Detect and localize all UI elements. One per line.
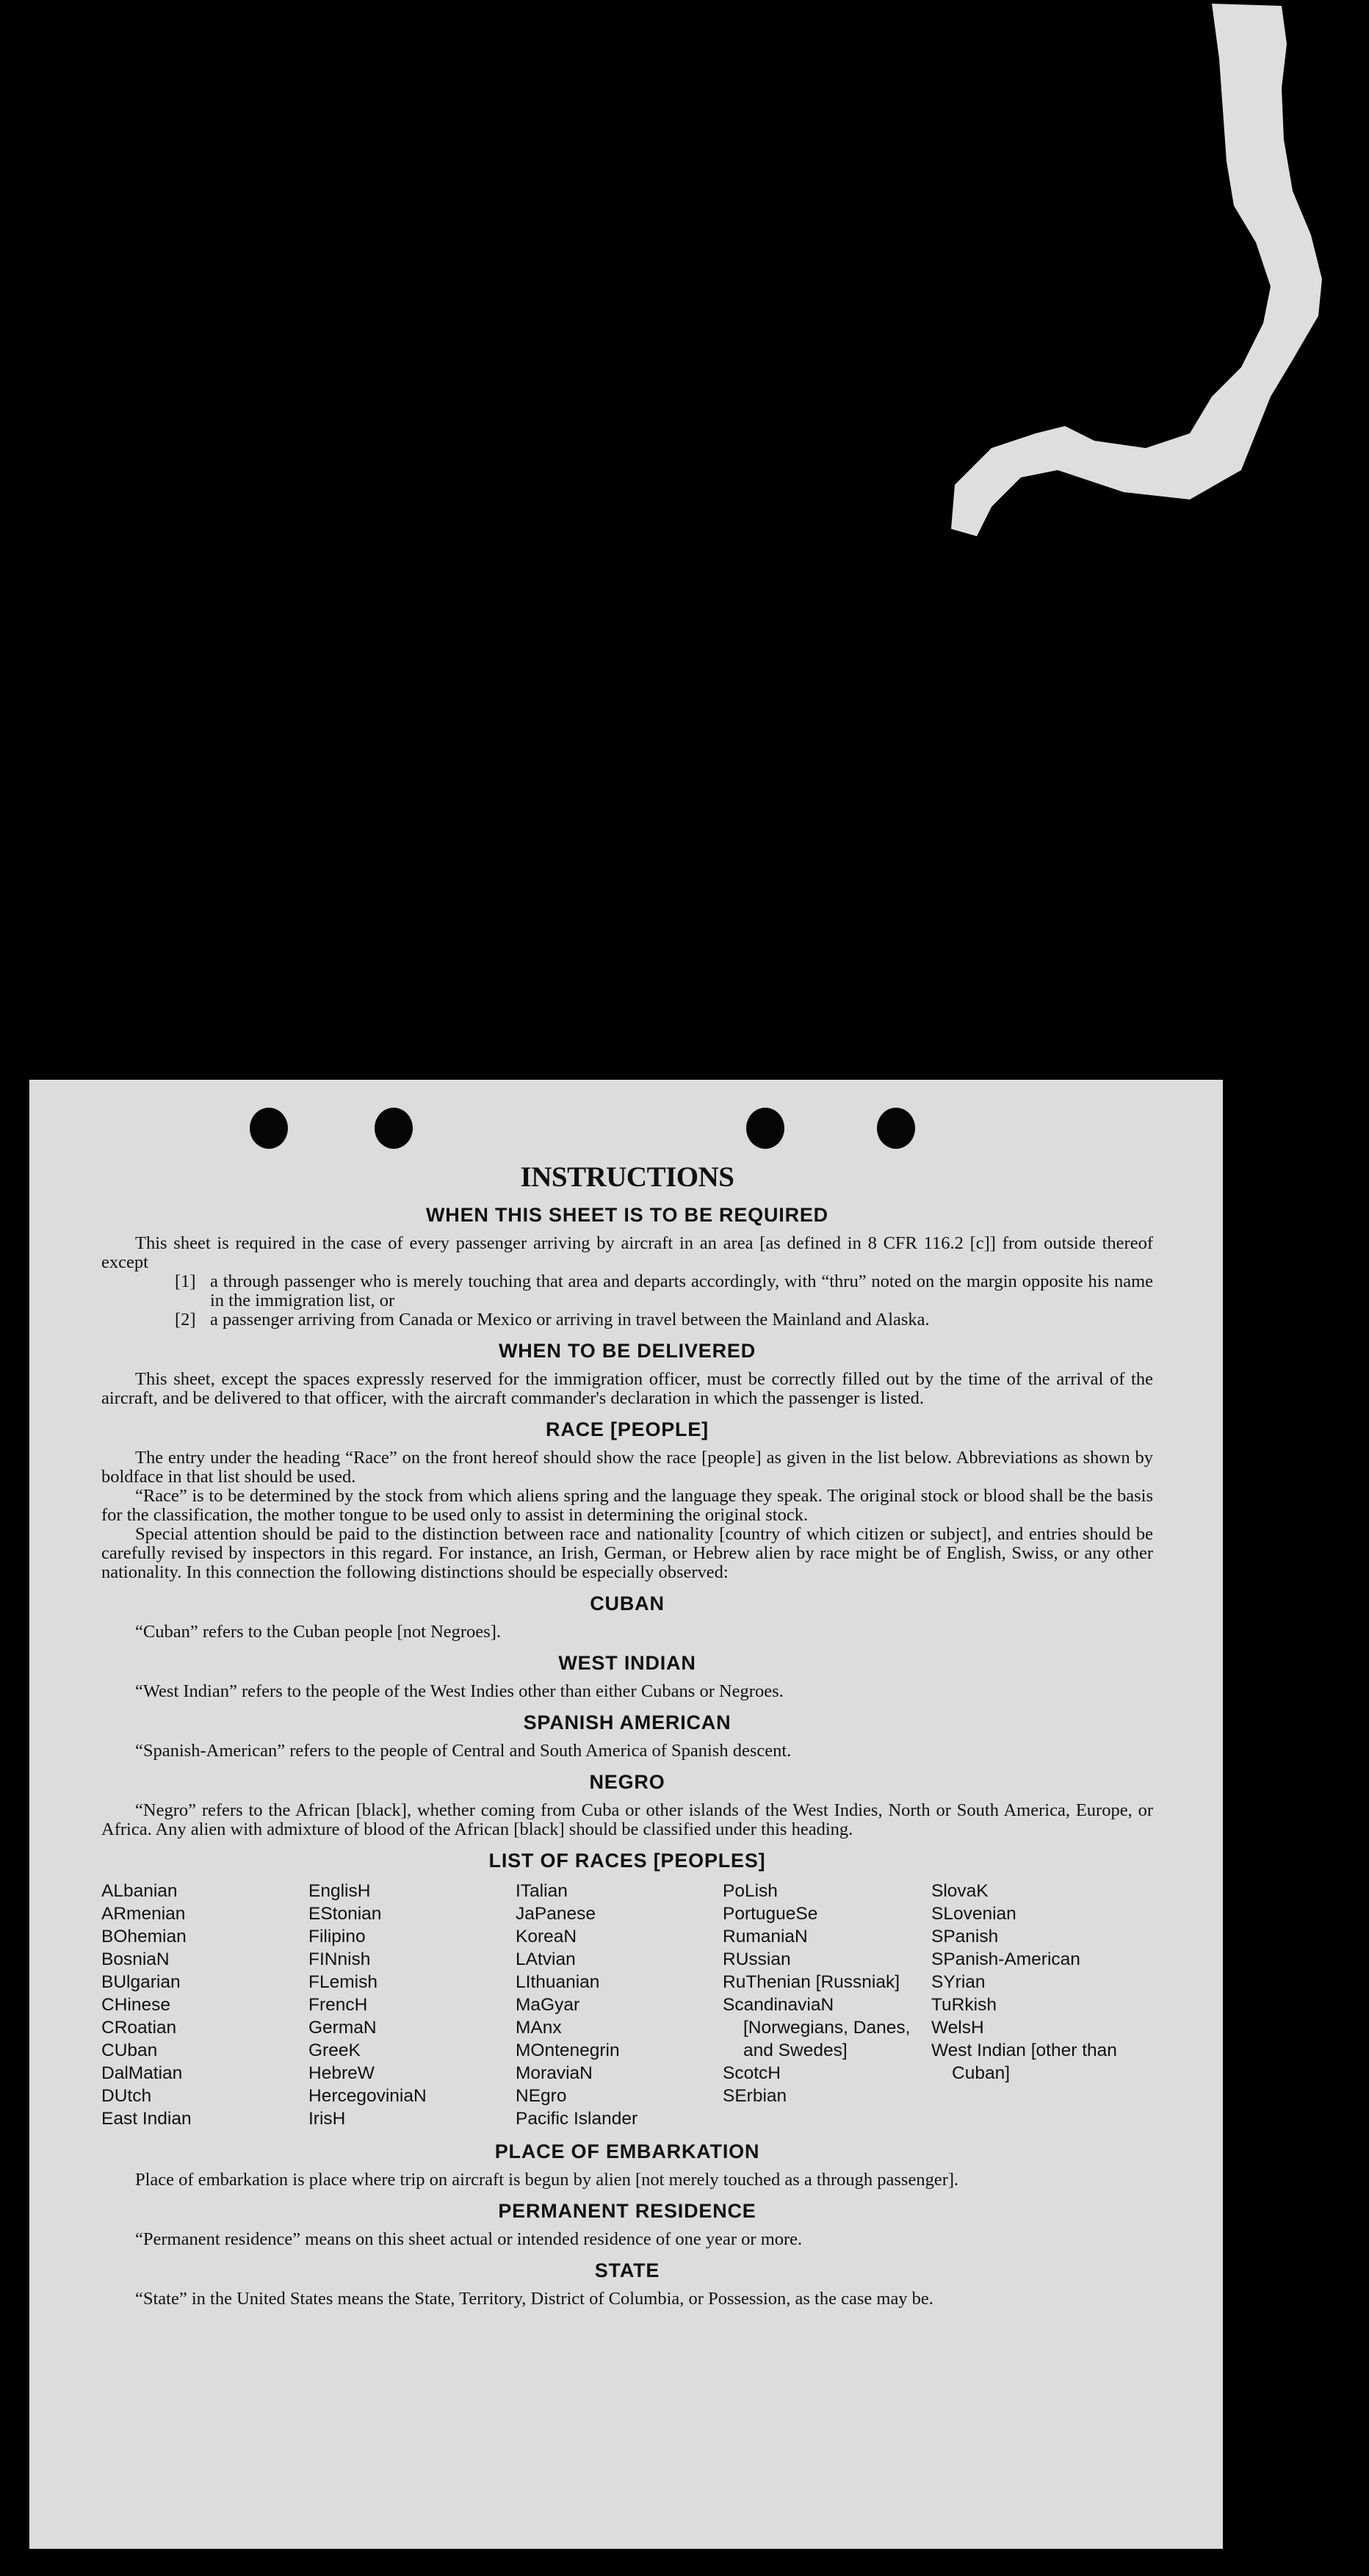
race-item: SLovenian [931, 1904, 1016, 1924]
race-item: MoraviaN [516, 2063, 593, 2083]
race-item: CRoatian [101, 2018, 177, 2038]
race-item: HebreW [308, 2063, 375, 2083]
condition-item [175, 1272, 1153, 1310]
section-heading: PERMANENT RESIDENCE [498, 2200, 756, 2222]
condition-text: a through passenger who is merely touching that area and departs accordingly, with “thru” noted on the margin opposite his name in the immigration list, or [210, 1271, 1153, 1310]
paragraph: “Permanent residence” means on this sheet actual or intended residence of one year or more. [135, 2229, 803, 2249]
race-item: DUtch [101, 2086, 152, 2106]
race-item: KoreaN [516, 1927, 577, 1947]
paragraph: “State” in the United States means the State, Territory, District of Columbia, or Possession, as the case may be. [135, 2289, 933, 2309]
paragraph: “Cuban” refers to the Cuban people [not Negroes]. [135, 1622, 501, 1642]
race-column [516, 1880, 723, 2130]
race-item: ARmenian [101, 1904, 186, 1924]
race-column [931, 1880, 1153, 2130]
paragraph: This sheet, except the spaces expressly reserved for the immigration officer, must be correctly filled out by the time of the arrival of the aircraft, and be delivered to that officer, with the aircraft commander's declaration in which the passenger is listed. [101, 1369, 1153, 1408]
paragraph: Special attention should be paid to the distinction between race and nationality [country of which citizen or subject], and entries should be carefully revised by inspectors in this regard. For instance, an Irish, German, or Hebrew alien by race might be of English, Swiss, or any other nationality. In this connection the following distinctions should be especially observed: [101, 1524, 1153, 1582]
race-item: ALbanian [101, 1881, 178, 1901]
race-item: Pacific Islander [516, 2109, 638, 2129]
race-item: MAnx [516, 2018, 562, 2038]
section-heading: WHEN TO BE DELIVERED [498, 1340, 756, 1362]
condition-number: [2] [175, 1310, 196, 1330]
paragraph: Place of embarkation is place where trip on aircraft is begun by alien [not merely touched as a through passenger]. [135, 2170, 959, 2190]
race-column [308, 1880, 516, 2130]
section-heading: SPANISH AMERICAN [523, 1711, 732, 1733]
race-item: CUban [101, 2041, 158, 2060]
race-item: FLemish [308, 1972, 378, 1992]
race-column [101, 1880, 308, 2130]
race-item: GreeK [308, 2041, 361, 2060]
paragraph: “Negro” refers to the African [black], whether coming from Cuba or other islands of the West Indies, North or South America, Europe, or Africa. Any alien with admixture of blood of the African [black] should be classified under this heading. [101, 1800, 1153, 1839]
condition-text: a passenger arriving from Canada or Mexico or arriving in travel between the Mainland and Alaska. [210, 1310, 930, 1330]
punch-hole [746, 1108, 784, 1149]
race-item: NEgro [516, 2086, 567, 2106]
race-item: ScotcH [723, 2063, 781, 2083]
race-item: CHinese [101, 1995, 170, 2015]
section-heading: WHEN THIS SHEET IS TO BE REQUIRED [426, 1204, 828, 1226]
race-item: GermaN [308, 2018, 377, 2038]
race-list [101, 1880, 1153, 2130]
page-title: INSTRUCTIONS [520, 1161, 734, 1193]
paragraph: “West Indian” refers to the people of the West Indies other than either Cubans or Negroes. [135, 1681, 784, 1701]
torn-paper-strip [947, 0, 1329, 544]
race-item: SErbian [723, 2086, 787, 2106]
section-heading: LIST OF RACES [PEOPLES] [488, 1850, 766, 1872]
race-item: PoLish [723, 1881, 778, 1901]
race-item: SPanish-American [931, 1949, 1080, 1969]
race-item: EStonian [308, 1904, 382, 1924]
race-item: PortugueSe [723, 1904, 818, 1924]
race-item: RumaniaN [723, 1927, 808, 1947]
race-item: FINnish [308, 1949, 371, 1969]
race-item: SlovaK [931, 1881, 989, 1901]
paragraph: The entry under the heading “Race” on the front hereof should show the race [people] as given in the list below. Abbreviations as shown by boldface in that list should be used. [101, 1448, 1153, 1487]
race-item: LIthuanian [516, 1972, 600, 1992]
race-item: East Indian [101, 2109, 192, 2129]
race-item: Filipino [308, 1927, 366, 1947]
race-item: SYrian [931, 1972, 986, 1992]
instruction-sheet [29, 1080, 1223, 2549]
race-column [723, 1880, 931, 2130]
section-heading: WEST INDIAN [558, 1652, 696, 1674]
race-item: MaGyar [516, 1995, 580, 2015]
race-item: BOhemian [101, 1927, 187, 1947]
section-heading: STATE [594, 2259, 660, 2281]
paragraph: This sheet is required in the case of every passenger arriving by aircraft in an area [as defined in 8 CFR 116.2 [c]] from outside thereof except [101, 1233, 1153, 1272]
race-item: ScandinaviaN [Norwegians, Danes, and Swedes] [723, 1995, 911, 2060]
race-item: DalMatian [101, 2063, 183, 2083]
race-item: ITalian [516, 1881, 568, 1901]
punch-hole [877, 1108, 915, 1149]
race-item: JaPanese [516, 1904, 596, 1924]
race-item: West Indian [other than Cuban] [931, 2041, 1117, 2083]
section-heading: CUBAN [590, 1592, 665, 1614]
race-item: WelsH [931, 2018, 984, 2038]
section-heading: NEGRO [589, 1771, 665, 1793]
race-item: HercegoviniaN [308, 2086, 427, 2106]
race-item: SPanish [931, 1927, 999, 1947]
race-item: TuRkish [931, 1995, 997, 2015]
paragraph: “Spanish-American” refers to the people of Central and South America of Spanish descent. [135, 1741, 792, 1761]
race-item: MOntenegrin [516, 2041, 620, 2060]
race-item: LAtvian [516, 1949, 576, 1969]
race-item: RUssian [723, 1949, 791, 1969]
punch-hole [375, 1108, 413, 1149]
race-item: FrencH [308, 1995, 368, 2015]
race-item: RuThenian [Russniak] [723, 1972, 900, 1992]
punch-hole [250, 1108, 288, 1149]
condition-item [175, 1310, 1153, 1330]
section-heading: PLACE OF EMBARKATION [494, 2140, 760, 2162]
race-item: EnglisH [308, 1881, 371, 1901]
race-item: IrisH [308, 2109, 346, 2129]
section-heading: RACE [PEOPLE] [546, 1418, 709, 1440]
condition-number: [1] [175, 1271, 196, 1291]
paragraph: “Race” is to be determined by the stock from which aliens spring and the language they speak. The original stock or blood shall be the basis for the classification, the mother tongue to be used only to assist in determining the original stock. [101, 1486, 1153, 1525]
race-item: BUlgarian [101, 1972, 181, 1992]
race-item: BosniaN [101, 1949, 170, 1969]
